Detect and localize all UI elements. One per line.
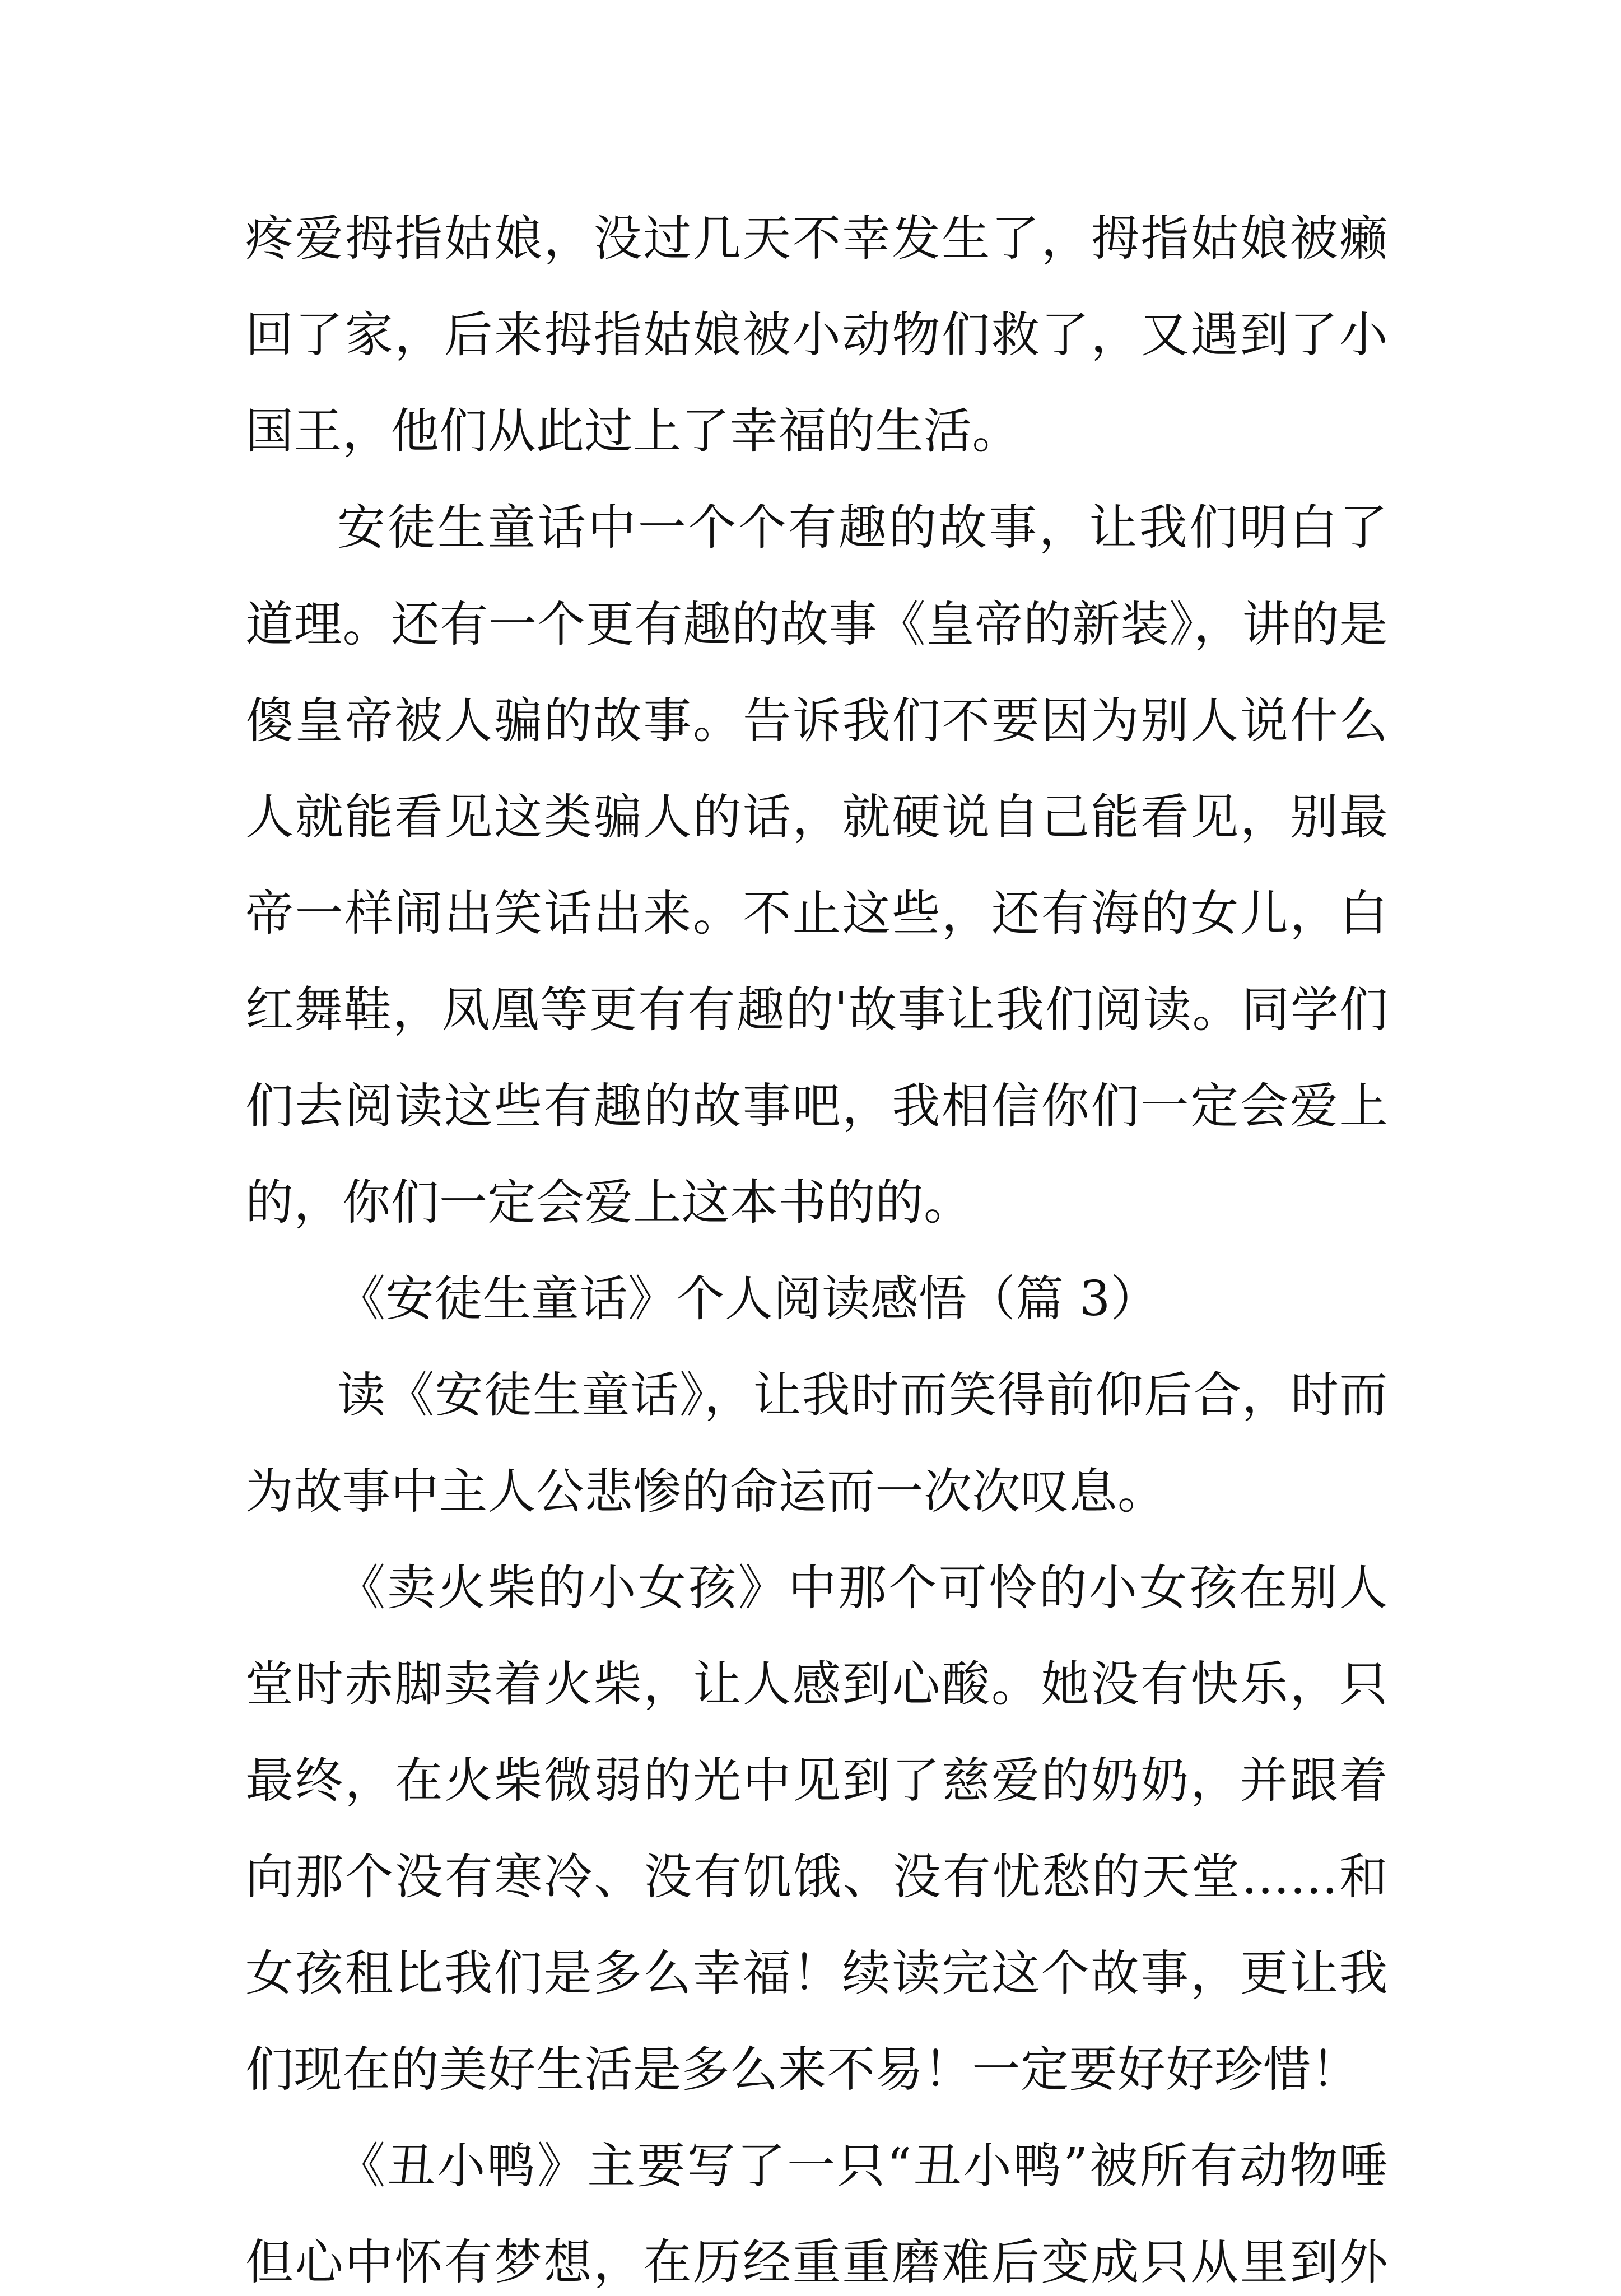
text-line: 国王，他们从此过上了幸福的生活。	[245, 403, 1021, 459]
text-line: 堂时赤脚卖着火柴，让人感到心酸。她没有快乐，只	[245, 1656, 1388, 1712]
text-line: 的，你们一定会爱上这本书的的。	[245, 1175, 972, 1231]
text-line: 疼爱拇指姑娘，没过几天不幸发生了，拇指姑娘被癞	[245, 211, 1388, 267]
text-line: 们去阅读这些有趣的故事吧，我相信你们一定会爱上	[245, 1078, 1388, 1134]
text-line: 《卖火柴的小女孩》中那个可怜的小女孩在别人	[337, 1560, 1388, 1616]
text-line: 傻皇帝被人骗的故事。告诉我们不要因为别人说什么	[245, 693, 1388, 749]
text-line: 但心中怀有梦想，在历经重重磨难后变成只从里到外	[245, 2234, 1388, 2290]
text-line: 们现在的美好生活是多么来不易！一定要好好珍惜！	[245, 2042, 1360, 2098]
text-line: 道理。还有一个更有趣的故事《皇帝的新装》，讲的是	[245, 597, 1388, 653]
text-line: 《丑小鸭》主要写了一只“丑小鸭”被所有动物唾	[337, 2138, 1388, 2194]
text-line: 为故事中主人公悲惨的命运而一次次叹息。	[245, 1464, 1166, 1520]
text-line: 读《安徒生童话》，让我时而笑得前仰后合，时而	[337, 1367, 1388, 1423]
text-line: 向那个没有寒冷、没有饥饿、没有忧愁的天堂……和	[245, 1849, 1388, 1905]
section-heading: 《安徒生童话》个人阅读感悟（篇 3）	[337, 1271, 1159, 1327]
text-line: 安徒生童话中一个个有趣的故事，让我们明白了	[337, 500, 1388, 556]
text-line: 最终，在火柴微弱的光中见到了慈爱的奶奶，并跟着	[245, 1753, 1388, 1809]
text-line: 人就能看见这类骗人的话，就硬说自己能看见，别最	[245, 789, 1388, 845]
text-line: 女孩租比我们是多么幸福！续读完这个故事，更让我	[245, 1945, 1388, 2001]
text-line: 帝一样闹出笑话出来。不止这些，还有海的女儿，白	[245, 886, 1388, 942]
text-line: 红舞鞋，凤凰等更有有趣的'故事让我们阅读。同学们	[245, 982, 1388, 1038]
text-line: 回了家，后来拇指姑娘被小动物们救了，又遇到了小	[245, 307, 1388, 363]
